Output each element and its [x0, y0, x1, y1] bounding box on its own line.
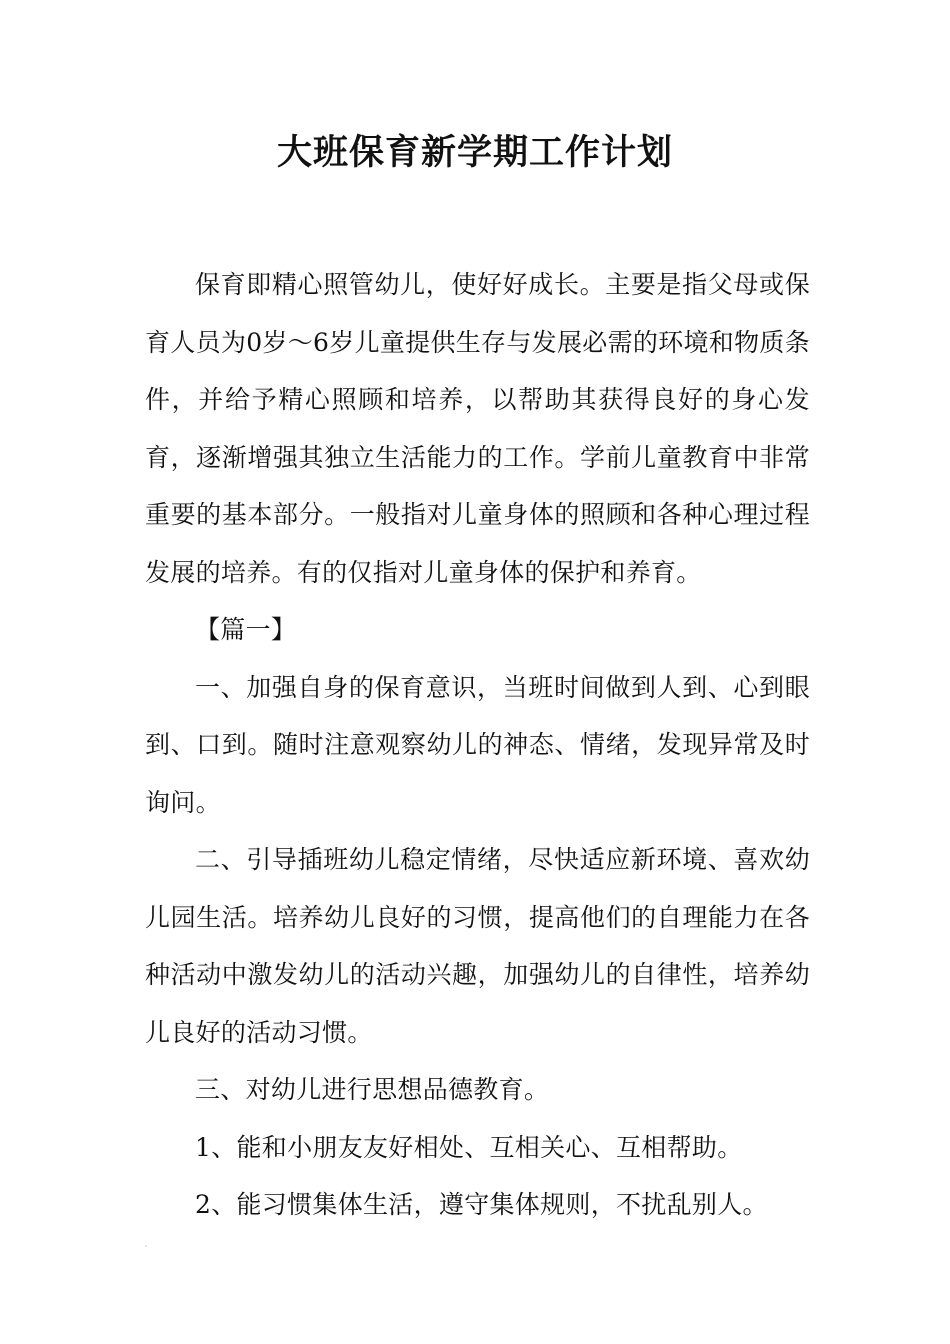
paragraph-item-1: 一、加强自身的保育意识，当班时间做到人到、心到眼到、口到。随时注意观察幼儿的神态、情绪，发现异常及时询问。	[145, 672, 810, 817]
section-heading: 【篇一】	[195, 615, 297, 644]
sub-item-2: 2、能习惯集体生活，遵守集体规则，不扰乱别人。	[195, 1190, 768, 1219]
paragraph-item-3: 三、对幼儿进行思想品德教育。	[195, 1075, 550, 1104]
paragraph-item-2: 二、引导插班幼儿稳定情绪，尽快适应新环境、喜欢幼儿园生活。培养幼儿良好的习惯，提高他们的自理能力在各种活动中激发幼儿的活动兴趣，加强幼儿的自律性，培养幼儿良好的活动习惯。	[145, 845, 810, 1047]
document-body	[145, 256, 810, 1234]
intro-paragraph: 保育即精心照管幼儿，使好好成长。主要是指父母或保育人员为0岁～6岁儿童提供生存与发展必需的环境和物质条件，并给予精心照顾和培养，以帮助其获得良好的身心发育，逐渐增强其独立生活能力的工作。学前儿童教育中非常重要的基本部分。一般指对儿童身体的照顾和各种心理过程发展的培养。有的仅指对儿童身体的保护和养育。	[145, 270, 810, 587]
page-mark	[145, 1245, 147, 1247]
document-title: 大班保育新学期工作计划	[276, 133, 673, 173]
sub-item-1: 1、能和小朋友友好相处、互相关心、互相帮助。	[195, 1132, 743, 1162]
